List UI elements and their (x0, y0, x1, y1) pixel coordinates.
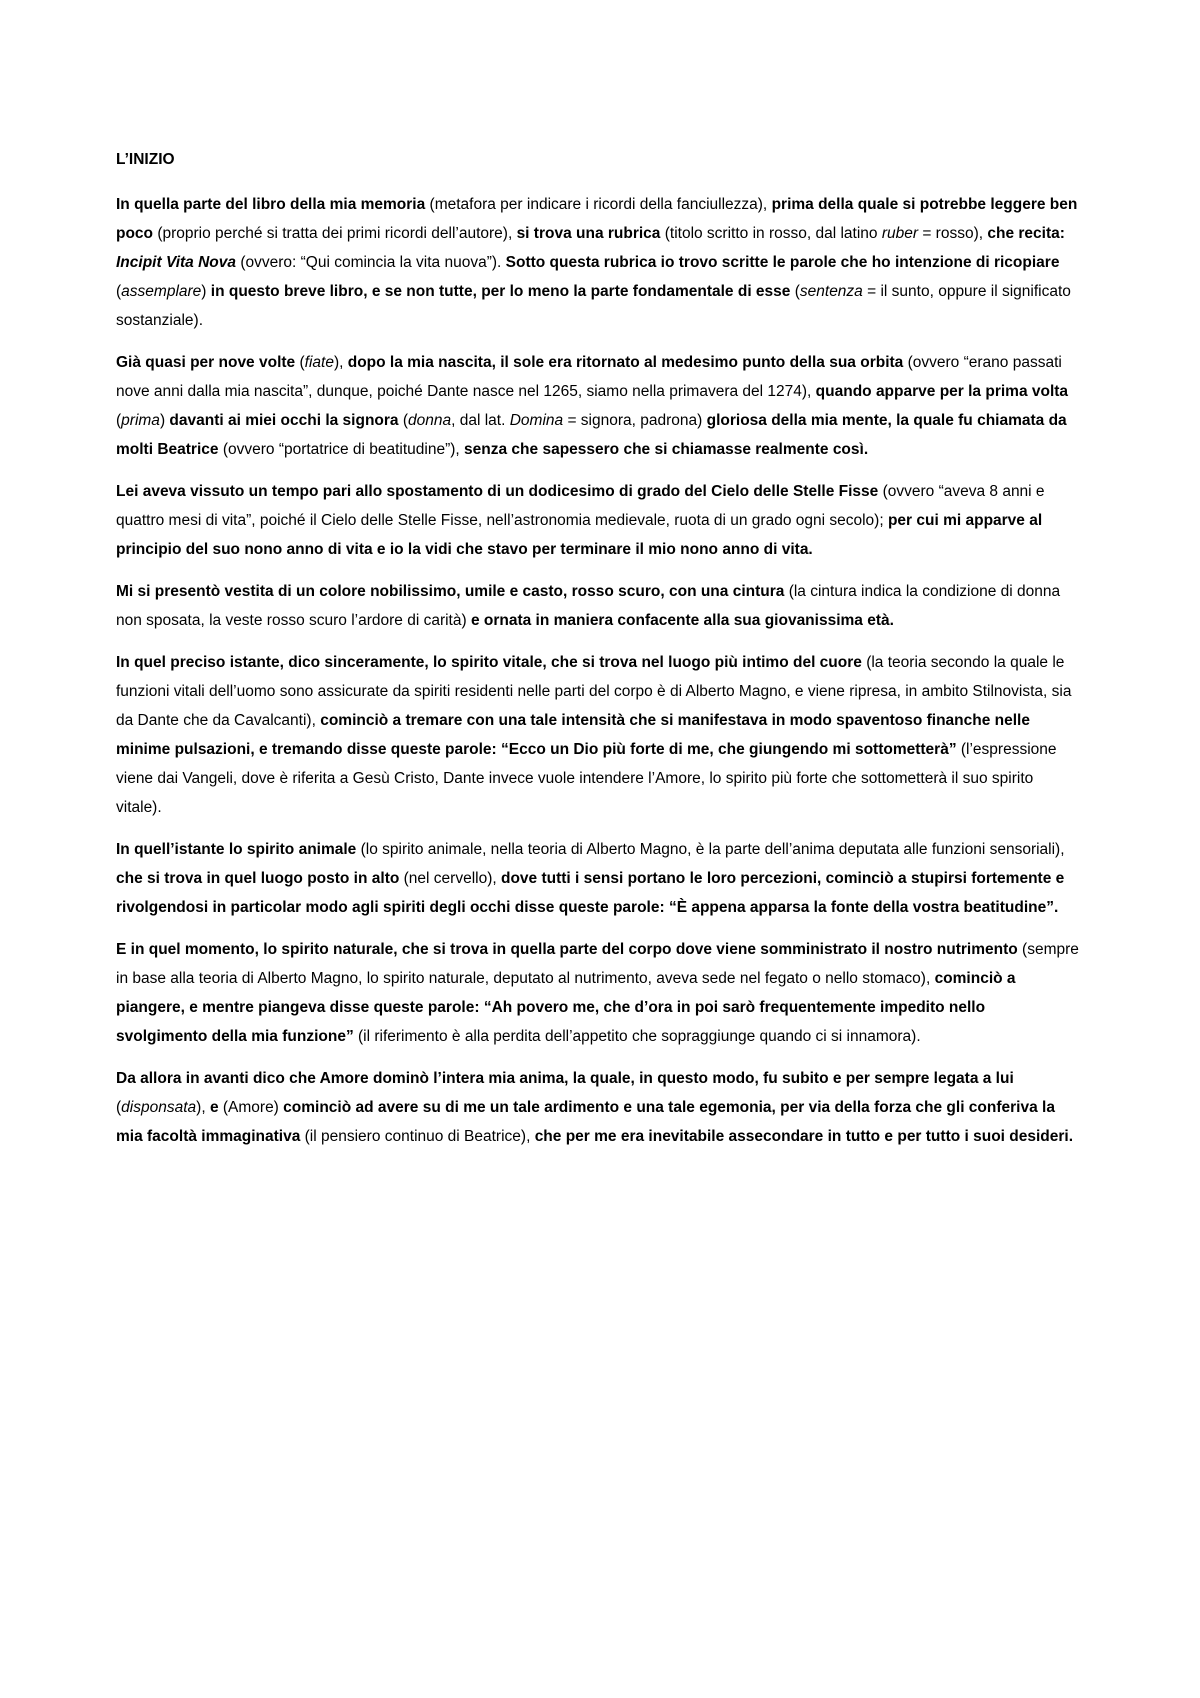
text-run: ) (159, 412, 170, 429)
bold-text-run: cominciò a tremare con una tale intensità che si manifestava in modo spaventoso finanche nelle minime pulsazioni, e tremando disse queste parole: “Ecco un Dio più forte di me, che giungendo mi sottometterà” (116, 712, 1030, 758)
bold-text-run: Da allora in avanti dico che Amore dominò l’intera mia anima, la quale, in questo modo, fu subito e per sempre legata a lui (116, 1070, 1014, 1087)
paragraph (116, 477, 1080, 564)
text-run: ( (398, 412, 409, 429)
paragraph (116, 1064, 1080, 1151)
bold-text-run: che per me era inevitabile assecondare in tutto e per tutto i suoi desideri. (534, 1128, 1074, 1145)
paragraph (116, 190, 1080, 335)
text-run: = signora, padrona) (563, 412, 707, 429)
page-title: L’INIZIO (116, 151, 175, 168)
text-run: (il pensiero continuo di Beatrice), (300, 1128, 535, 1145)
italic-text-run: disponsata (121, 1099, 197, 1116)
italic-text-run: Domina (509, 412, 564, 429)
text-run: ( (295, 354, 305, 371)
paragraph (116, 835, 1080, 922)
bold-text-run: quando apparve per la prima volta (815, 383, 1069, 400)
text-run: ( (116, 412, 122, 429)
bold-text-run: dove tutti i sensi portano le loro percezioni, cominciò a stupirsi fortemente e rivolgendosi in particolar modo agli spiriti degli occhi disse queste parole: “È appena apparsa la fonte della vostra beatitudine”. (116, 870, 1065, 916)
text-run: (Amore) (218, 1099, 284, 1116)
italic-text-run: ruber (881, 225, 919, 242)
text-run: ), (333, 354, 348, 371)
bold-text-run: gloriosa della mia mente, la quale fu chiamata da molti Beatrice (116, 412, 1067, 458)
bold-text-run: In quella parte del libro della mia memoria (116, 196, 426, 213)
text-run: ), (196, 1099, 210, 1116)
paragraph (116, 348, 1080, 464)
text-run: (il riferimento è alla perdita dell’appetito che sopraggiunge quando ci si innamora). (353, 1028, 921, 1045)
bold-text-run: cominciò ad avere su di me un tale ardimento e una tale egemonia, per via della forza che gli conferiva la mia facoltà immaginativa (116, 1099, 1055, 1145)
italic-text-run: assemplare (121, 283, 202, 300)
bold-text-run: In quel preciso istante, dico sinceramente, lo spirito vitale, che si trova nel luogo più intimo del cuore (116, 654, 862, 671)
paragraph (116, 935, 1080, 1051)
text-run: ( (116, 283, 122, 300)
italic-text-run: prima (121, 412, 160, 429)
text-run: (ovvero: “Qui comincia la vita nuova”). (236, 254, 506, 271)
bold-text-run: per cui mi apparve al principio del suo nono anno di vita e io la vidi che stavo per terminare il mio nono anno di vita. (116, 512, 1043, 558)
bold-text-run: E in quel momento, lo spirito naturale, che si trova in quella parte del corpo dove viene somministrato il nostro nutrimento (116, 941, 1018, 958)
text-run: ( (790, 283, 800, 300)
italic-text-run: sentenza (799, 283, 863, 300)
bold-text-run: in questo breve libro, e se non tutte, per lo meno la parte fondamentale di esse (210, 283, 791, 300)
text-run: (sempre in base alla teoria di Alberto Magno, lo spirito naturale, deputato al nutrimento, aveva sede nel fegato o nello stomaco), (116, 941, 1079, 987)
bold-text-run: dopo la mia nascita, il sole era ritornato al medesimo punto della sua orbita (347, 354, 904, 371)
bold-text-run: Già quasi per nove volte (116, 354, 296, 371)
text-run: (ovvero “erano passati nove anni dalla mia nascita”, dunque, poiché Dante nasce nel 1265, siamo nella primavera del 1274), (116, 354, 1062, 400)
paragraph (116, 577, 1080, 635)
text-run: (lo spirito animale, nella teoria di Alberto Magno, è la parte dell’anima deputata alle funzioni sensoriali), (356, 841, 1065, 858)
text-run: (ovvero “portatrice di beatitudine”), (218, 441, 465, 458)
bold-text-run: e ornata in maniera confacente alla sua giovanissima età. (470, 612, 894, 629)
italic-text-run: fiate (304, 354, 334, 371)
text-run: ( (116, 1099, 122, 1116)
paragraph-list (116, 190, 1080, 1151)
bold-italic-text-run: Incipit Vita Nova (116, 254, 237, 271)
bold-text-run: prima della quale si potrebbe leggere ben poco (116, 196, 1078, 242)
bold-text-run: si trova una rubrica (516, 225, 661, 242)
text-run: ) (201, 283, 211, 300)
bold-text-run: e (209, 1099, 219, 1116)
paragraph (116, 648, 1080, 822)
text-run: (nel cervello), (399, 870, 501, 887)
text-run: (la teoria secondo la quale le funzioni vitali dell’uomo sono assicurate da spiriti residenti nelle parti del corpo è di Alberto Magno, e viene ripresa, in ambito Stilnovista, sia da Dante che da Cavalcanti), (116, 654, 1072, 729)
bold-text-run: Lei aveva vissuto un tempo pari allo spostamento di un dodicesimo di grado del Cielo delle Stelle Fisse (116, 483, 879, 500)
text-run: (l’espressione viene dai Vangeli, dove è riferita a Gesù Cristo, Dante invece vuole intendere l’Amore, lo spirito più forte che sottometterà il suo spirito vitale). (116, 741, 1057, 816)
text-run: = rosso), (918, 225, 988, 242)
document-body (116, 146, 1080, 1164)
text-run: (metafora per indicare i ricordi della fanciullezza), (425, 196, 772, 213)
text-run: = il sunto, oppure il significato sostanziale). (116, 283, 1071, 329)
bold-text-run: Mi si presentò vestita di un colore nobilissimo, umile e casto, rosso scuro, con una cintura (116, 583, 785, 600)
bold-text-run: cominciò a piangere, e mentre piangeva disse queste parole: “Ah povero me, che d’ora in poi sarò frequentemente impedito nello svolgimento della mia funzione” (116, 970, 1016, 1045)
text-run: (titolo scritto in rosso, dal latino (660, 225, 882, 242)
bold-text-run: davanti ai miei occhi la signora (169, 412, 399, 429)
text-run: , dal lat. (451, 412, 510, 429)
italic-text-run: donna (408, 412, 452, 429)
bold-text-run: senza che sapessero che si chiamasse realmente così. (464, 441, 869, 458)
text-run: (la cintura indica la condizione di donna non sposata, la veste rosso scuro l’ardore di carità) (116, 583, 1061, 629)
bold-text-run: che recita: (987, 225, 1065, 242)
bold-text-run: In quell’istante lo spirito animale (116, 841, 357, 858)
bold-text-run: che si trova in quel luogo posto in alto (116, 870, 400, 887)
text-run: (proprio perché si tratta dei primi ricordi dell’autore), (153, 225, 517, 242)
bold-text-run: Sotto questa rubrica io trovo scritte le parole che ho intenzione di ricopiare (505, 254, 1060, 271)
text-run: (ovvero “aveva 8 anni e quattro mesi di vita”, poiché il Cielo delle Stelle Fisse, nell’astronomia medievale, ruota di un grado ogni secolo); (116, 483, 1045, 529)
